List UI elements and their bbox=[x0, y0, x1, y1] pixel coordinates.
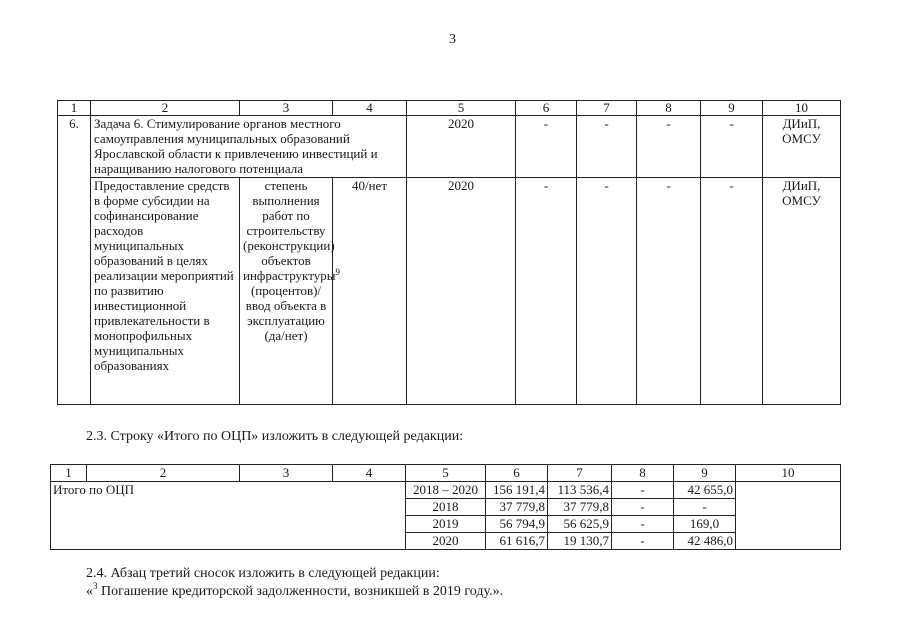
activity-name: Предоставление средств в форме субсидии на софинансирование расходов муниципальных образований в целях реализации мероприятий по развитию инвестиционной привлекательности в монопрофильных муниципальных образованиях bbox=[91, 178, 240, 405]
activity-year: 2020 bbox=[407, 178, 516, 405]
value-cell: 37 779,8 bbox=[486, 499, 548, 516]
activity-value: 40/нет bbox=[333, 178, 407, 405]
value-cell: 19 130,7 bbox=[548, 533, 612, 550]
column-header: 7 bbox=[577, 101, 637, 116]
column-header: 5 bbox=[407, 101, 516, 116]
column-header: 10 bbox=[736, 465, 841, 482]
value-cell: 56 625,9 bbox=[548, 516, 612, 533]
program-table bbox=[57, 100, 841, 405]
indicator-text: степень выполнения работ по строительству (реконструкции) объектов инфраструктуры bbox=[243, 178, 336, 283]
period-cell: 2020 bbox=[406, 533, 486, 550]
column-header: 4 bbox=[333, 101, 407, 116]
column-header: 8 bbox=[612, 465, 674, 482]
period-cell: 2018 – 2020 bbox=[406, 482, 486, 499]
empty-cell bbox=[736, 482, 841, 550]
task-col9: - bbox=[701, 116, 763, 178]
total-table bbox=[50, 464, 841, 550]
task-row bbox=[58, 116, 841, 178]
column-header: 2 bbox=[87, 465, 240, 482]
indicator-rest: (процентов)/ ввод объекта в эксплуатацию (да/нет) bbox=[245, 283, 327, 343]
task-col8: - bbox=[637, 116, 701, 178]
task-col6: - bbox=[516, 116, 577, 178]
value-cell: 61 616,7 bbox=[486, 533, 548, 550]
task-col7: - bbox=[577, 116, 637, 178]
task-year: 2020 bbox=[407, 116, 516, 178]
task-title: Задача 6. Стимулирование органов местного самоуправления муниципальных образований Ярославской области к привлечению инвестиций и наращиванию налогового потенциала bbox=[91, 116, 407, 178]
column-header: 7 bbox=[548, 465, 612, 482]
value-cell: 42 486,0 bbox=[674, 533, 736, 550]
value-cell: - bbox=[612, 499, 674, 516]
column-header: 10 bbox=[763, 101, 841, 116]
footnote-text bbox=[86, 581, 504, 600]
column-header: 9 bbox=[674, 465, 736, 482]
column-header: 1 bbox=[51, 465, 87, 482]
table-row bbox=[51, 482, 841, 499]
column-header: 1 bbox=[58, 101, 91, 116]
column-header: 6 bbox=[486, 465, 548, 482]
column-header: 3 bbox=[240, 101, 333, 116]
column-header: 5 bbox=[406, 465, 486, 482]
activity-col8: - bbox=[637, 178, 701, 405]
value-cell: - bbox=[612, 533, 674, 550]
quote-open: « bbox=[86, 584, 93, 599]
paragraph-2-3: 2.3. Строку «Итого по ОЦП» изложить в следующей редакции: bbox=[86, 429, 464, 444]
total-label: Итого по ОЦП bbox=[51, 482, 406, 550]
column-header: 8 bbox=[637, 101, 701, 116]
task-executor: ДИиП, ОМСУ bbox=[763, 116, 841, 178]
table-header-row bbox=[51, 465, 841, 482]
value-cell: - bbox=[674, 499, 736, 516]
footnote-number: 3 bbox=[93, 581, 98, 591]
page-number: 3 bbox=[449, 32, 456, 47]
column-header: 6 bbox=[516, 101, 577, 116]
activity-indicator bbox=[240, 178, 340, 405]
value-cell: 37 779,8 bbox=[548, 499, 612, 516]
column-header: 9 bbox=[701, 101, 763, 116]
activity-col9: - bbox=[701, 178, 763, 405]
activity-col6: - bbox=[516, 178, 577, 405]
value-cell: 113 536,4 bbox=[548, 482, 612, 499]
value-cell: 156 191,4 bbox=[486, 482, 548, 499]
value-cell: - bbox=[612, 516, 674, 533]
value-cell: 169,0 bbox=[674, 516, 736, 533]
footnote-ref: 9 bbox=[335, 267, 340, 277]
table-header-row bbox=[58, 101, 841, 116]
value-cell: 42 655,0 bbox=[674, 482, 736, 499]
column-header: 4 bbox=[333, 465, 406, 482]
period-cell: 2018 bbox=[406, 499, 486, 516]
paragraph-2-4: 2.4. Абзац третий сносок изложить в следующей редакции: bbox=[86, 566, 440, 581]
value-cell: - bbox=[612, 482, 674, 499]
task-number: 6. bbox=[58, 116, 91, 405]
column-header: 3 bbox=[240, 465, 333, 482]
column-header: 2 bbox=[91, 101, 240, 116]
footnote-body: Погашение кредиторской задолженности, возникшей в 2019 году.». bbox=[97, 584, 504, 599]
activity-executor: ДИиП, ОМСУ bbox=[763, 178, 841, 405]
value-cell: 56 794,9 bbox=[486, 516, 548, 533]
activity-col7: - bbox=[577, 178, 637, 405]
period-cell: 2019 bbox=[406, 516, 486, 533]
activity-row bbox=[58, 178, 841, 405]
